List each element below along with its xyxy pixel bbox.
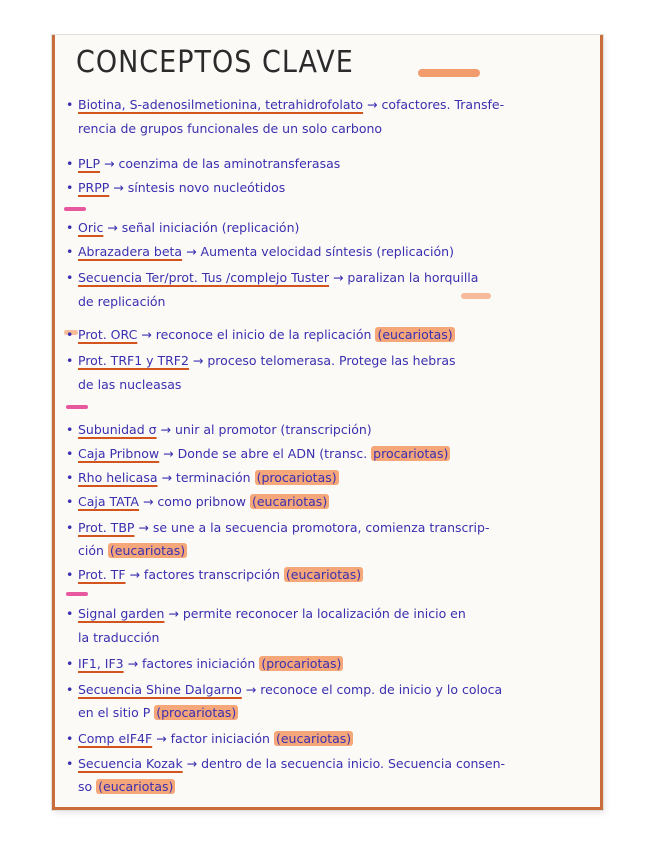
list-item: • Prot. TRF1 y TRF2 → proceso telomerasa. Protege las hebras <box>66 353 456 368</box>
list-item: • PLP → coenzima de las aminotransferasas <box>66 156 341 171</box>
list-item-continuation: rencia de grupos funcionales de un solo carbono <box>78 121 383 136</box>
section-divider <box>66 405 88 409</box>
highlighter-mark <box>418 69 480 77</box>
list-item-continuation: la traducción <box>78 630 160 645</box>
notebook-page <box>52 35 603 810</box>
list-item: • Caja Pribnow → Donde se abre el ADN (transc. procariotas) <box>66 446 449 461</box>
list-item: • Rho helicasa → terminación (procariotas) <box>66 470 337 485</box>
list-item: • Secuencia Shine Dalgarno → reconoce el comp. de inicio y lo coloca <box>66 682 503 697</box>
list-item: • Oric → señal iniciación (replicación) <box>66 220 300 235</box>
list-item-continuation: en el sitio P (procariotas) <box>78 705 237 720</box>
page-edge-bottom <box>52 807 603 810</box>
list-item-continuation: de replicación <box>78 294 166 309</box>
list-item: • Subunidad σ → unir al promotor (transcripción) <box>66 422 372 437</box>
list-item-continuation: de las nucleasas <box>78 377 182 392</box>
list-item: • Signal garden → permite reconocer la localización de inicio en <box>66 606 466 621</box>
list-item: • Prot. ORC → reconoce el inicio de la replicación (eucariotas) <box>66 327 453 342</box>
list-item: • Prot. TF → factores transcripción (eucariotas) <box>66 567 362 582</box>
list-item-continuation: so (eucariotas) <box>78 779 174 794</box>
list-item: • Caja TATA → como pribnow (eucariotas) <box>66 494 328 509</box>
page-edge-right <box>600 35 603 810</box>
list-item: • Comp eIF4F → factor iniciación (eucariotas) <box>66 731 352 746</box>
list-item: • Abrazadera beta → Aumenta velocidad síntesis (replicación) <box>66 244 454 259</box>
list-item: • IF1, IF3 → factores iniciación (procariotas) <box>66 656 342 671</box>
list-item: • Secuencia Ter/prot. Tus /complejo Tuster → paralizan la horquilla <box>66 270 479 285</box>
page-edge-left <box>52 35 55 810</box>
list-item: • Prot. TBP → se une a la secuencia promotora, comienza transcrip- <box>66 520 490 535</box>
highlighter-smudge <box>461 293 491 299</box>
list-item: • PRPP → síntesis novo nucleótidos <box>66 180 286 195</box>
list-item-continuation: ción (eucariotas) <box>78 543 186 558</box>
list-item: • Secuencia Kozak → dentro de la secuencia inicio. Secuencia consen- <box>66 756 506 771</box>
section-divider <box>66 592 88 596</box>
page-title: CONCEPTOS CLAVE <box>76 45 354 80</box>
section-divider <box>64 207 86 211</box>
list-item: • Biotina, S-adenosilmetionina, tetrahidrofolato → cofactores. Transfe- <box>66 97 505 112</box>
